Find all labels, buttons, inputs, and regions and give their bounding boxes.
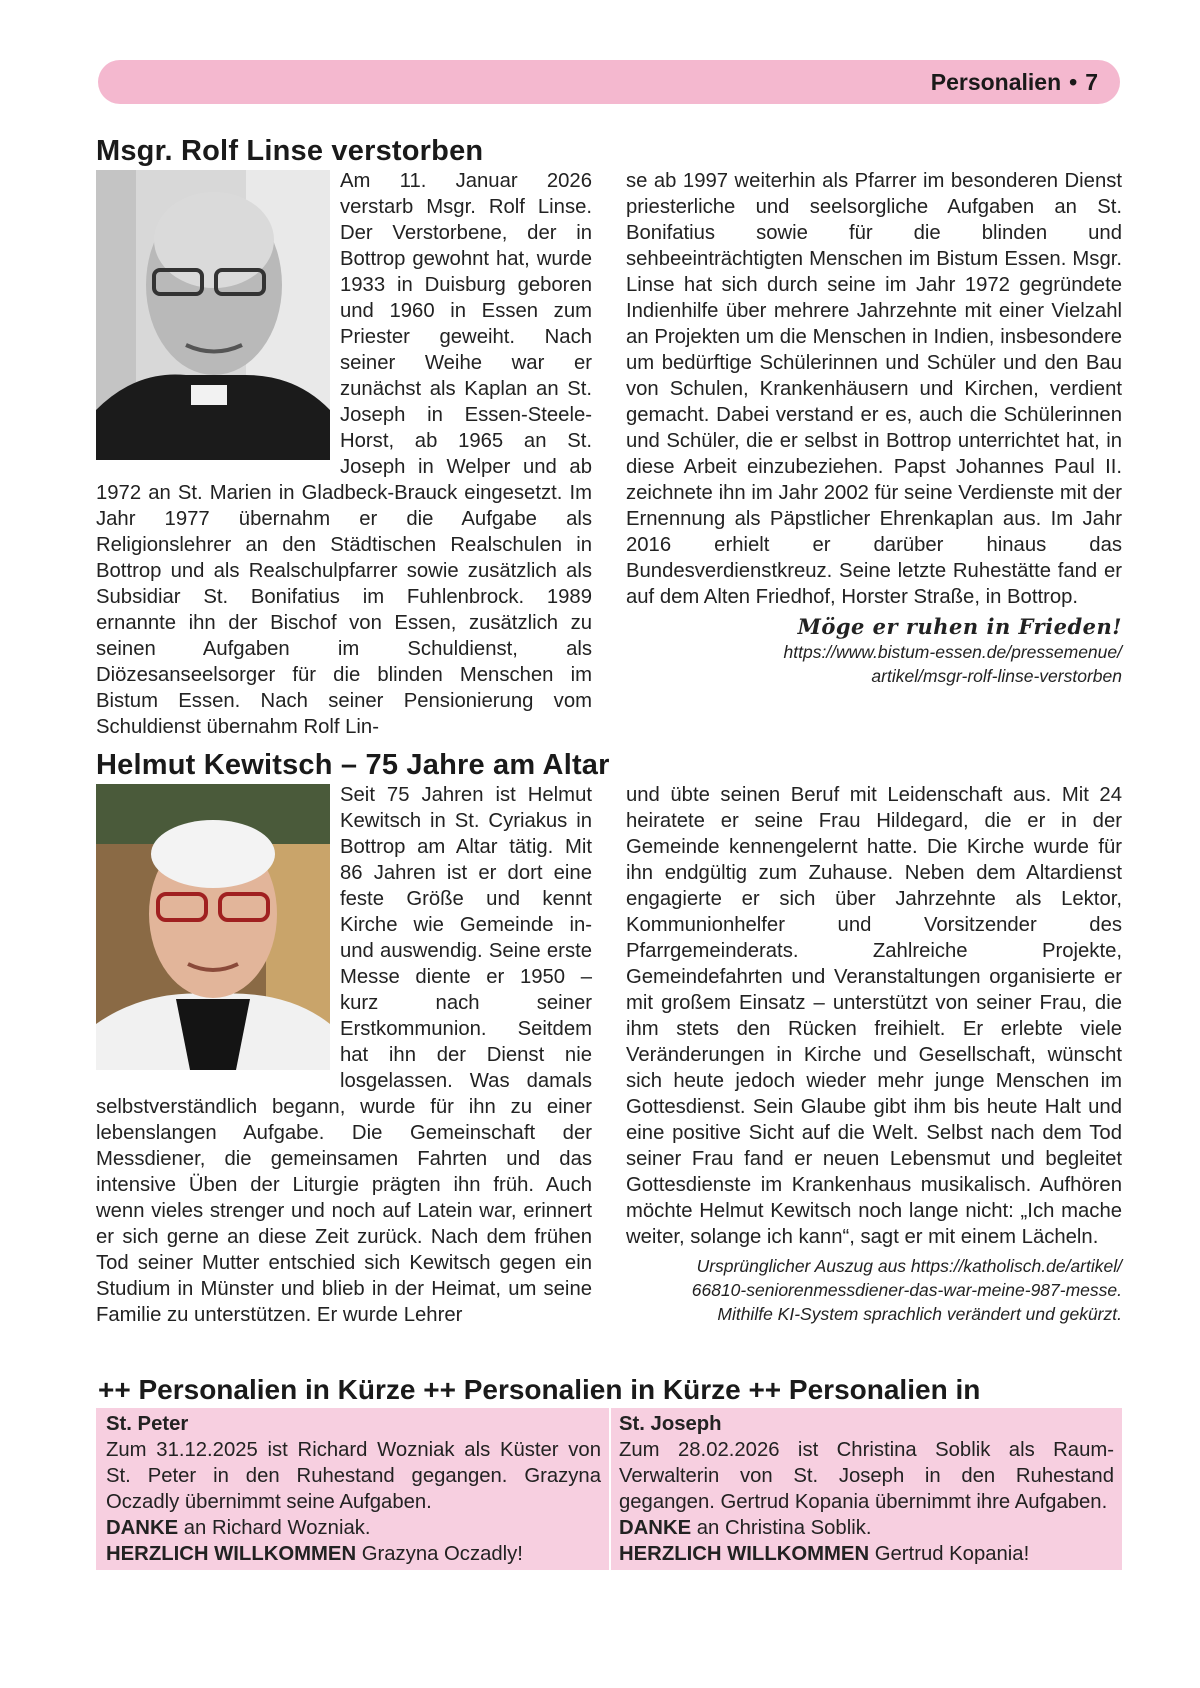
blessing-text: Möge er ruhen in Frieden! bbox=[797, 614, 1122, 639]
bullet-separator: • bbox=[1069, 68, 1078, 95]
kurz-section-title: ++ Personalien in Kürze ++ Personalien in Kürze ++ Personalien in bbox=[98, 1374, 981, 1405]
article-text: se ab 1997 weiterhin als Pfarrer im besonderen Dienst priesterliche und seelsorgliche Aufgaben an St. Bonifatius sowie für die blinden und sehbeeinträchtigten Menschen im Bistum Essen. Msgr. Linse hat sich durch seine im Jahr 1972 gegründete Indienhilfe über mehrere Jahrzehnte mit einer Vielzahl an Projekten um die Menschen in Indien, insbesondere um bedürftige Schülerinnen und Schüler und den Bau von Schulen, Krankenhäusern und Kirchen, verdient gemacht. Dabei verstand er es, auch die Schülerinnen und Schüler, die er selbst in Bottrop unterrichtet hat, in diese Arbeit einzubeziehen. Papst Johannes Paul II. zeichnete ihn im Jahr 2002 für seine Verdienste mit der Ernennung als Päpstlicher Ehrenkaplan aus. Im Jahr 2016 erhielt er darüber hinaus das Bundesverdienstkreuz. Seine letzte Ruhestätte fand er auf dem Alten Friedhof, Horster Straße, in Bottrop. bbox=[626, 170, 1122, 608]
article-column-left bbox=[96, 782, 592, 1328]
welcome-word: HERZLICH WILLKOMMEN bbox=[106, 1543, 357, 1565]
welcome-line bbox=[106, 1541, 601, 1567]
portrait-photo-icon bbox=[96, 784, 330, 1070]
article-helmut-kewitsch bbox=[96, 748, 1122, 1328]
welcome-line bbox=[619, 1541, 1114, 1567]
thanks-line bbox=[106, 1515, 601, 1541]
thanks-rest: an Richard Wozniak. bbox=[178, 1517, 371, 1539]
welcome-word: HERZLICH WILLKOMMEN bbox=[619, 1543, 870, 1565]
source-link-line[interactable]: artikel/msgr-rolf-linse-verstorben bbox=[871, 666, 1122, 686]
article-column-right bbox=[626, 168, 1122, 740]
section-label: Personalien bbox=[930, 68, 1062, 95]
source-note-line: Mithilfe KI-System sprachlich verändert und gekürzt. bbox=[717, 1304, 1122, 1324]
article-text: und übte seinen Beruf mit Leidenschaft aus. Mit 24 heiratete er seine Frau Hildegard, die er in der Gemeinde kennengelernt hatte. Die Kirche wurde für ihn endgültig zum Zuhause. Neben dem Altardienst engagierte er sich über Jahrzehnte als Lektor, Kommunionhelfer und Vorsitzender des Pfarrgemeinderats. Zahlreiche Projekte, Gemeindefahrten und Veranstaltungen organisierte er mit großem Einsatz – unterstützt von seiner Frau, die ihm stets den Rücken freihielt. Er erlebte viele Veränderungen in Kirche und Gesellschaft, wünscht sich heute jedoch wieder mehr junge Menschen im Gottesdienst. Sein Glaube gibt ihm bis heute Halt und eine positive Sicht auf die Welt. Selbst nach dem Tod seiner Frau fand er neuen Lebensmut und begleitet Gottesdienste im Krankenhaus musikalisch. Aufhören möchte Helmut Kewitsch noch lange nicht: „Ich mache weiter, solange ich kann“, sagt er mit einem Lächeln. bbox=[626, 784, 1122, 1248]
source-note-line[interactable]: Ursprünglicher Auszug aus https://katholisch.de/artikel/ bbox=[696, 1256, 1122, 1276]
kurz-text: Zum 28.02.2026 ist Christina Soblik als Raum-Verwalterin von St. Joseph in den Ruhestand gegangen. Gertrud Kopania übernimmt ihre Aufgaben. bbox=[619, 1439, 1114, 1513]
kurz-box bbox=[96, 1408, 1122, 1570]
kurz-column-st-joseph bbox=[609, 1408, 1122, 1570]
article-headline: Msgr. Rolf Linse verstorben bbox=[96, 135, 484, 167]
portrait-photo-icon bbox=[96, 170, 330, 460]
article-text: Am 11. Januar 2026 verstarb Msgr. Rolf Linse. Der Verstorbene, der in Bottrop gewohnt hat, wurde 1933 in Duisburg geboren und 1960 in Essen zum Priester geweiht. Nach seiner Weihe war er zunächst als Kaplan an St. Joseph in Essen-Steele-Horst, ab 1965 an St. Joseph in Welper und ab 1972 an St. Marien in Gladbeck-Brauck eingesetzt. Im Jahr 1977 übernahm er die Aufgabe als Religionslehrer an den Städtischen Realschulen in Bottrop und als Realschulpfarrer sowie zusätzlich als Subsidiar St. Bonifatius im Fuhlenbrock. 1989 ernannte ihn der Bischof von Essen, zusätzlich zu seinen Aufgaben im Schuldienst, als Diözesanseelsorger für die blinden Menschen im Bistum Essen. Nach seiner Pensionierung vom Schuldienst übernahm Rolf Lin- bbox=[96, 170, 592, 738]
parish-name: St. Joseph bbox=[619, 1413, 722, 1435]
thanks-word: DANKE bbox=[619, 1517, 692, 1539]
article-text: Seit 75 Jahren ist Helmut Kewitsch in St. Cyriakus in Bottrop am Altar tätig. Mit 86 Jahren ist er dort eine feste Größe und kennt Kirche wie Gemeinde in- und auswendig. Seine erste Messe diente er 1950 – kurz nach seiner Erstkommunion. Seitdem hat ihn der Dienst nie losgelassen. Was damals selbstverständlich begann, wurde für ihn zu einer lebenslangen Aufgabe. Die Gemeinschaft der Messdiener, die gemeinsamen Fahrten und das intensive Üben der Liturgie prägten ihn früh. Auch wenn vieles strenger und noch auf Latein war, erinnert er sich gerne an diese Zeit zurück. Nach dem frühen Tod seiner Mutter entschied sich Kewitsch gegen ein Studium in Münster und blieb in der Heimat, um seine Familie zu unterstützen. Er wurde Lehrer bbox=[96, 784, 592, 1326]
kurz-column-st-peter bbox=[96, 1408, 609, 1570]
thanks-line bbox=[619, 1515, 1114, 1541]
article-column-right bbox=[626, 782, 1122, 1328]
article-column-left bbox=[96, 168, 592, 740]
article-headline: Helmut Kewitsch – 75 Jahre am Altar bbox=[96, 749, 610, 781]
welcome-rest: Gertrud Kopania! bbox=[869, 1543, 1030, 1565]
source-note-line[interactable]: 66810-seniorenmessdiener-das-war-meine-987-messe. bbox=[691, 1280, 1122, 1300]
welcome-rest: Grazyna Oczadly! bbox=[356, 1543, 523, 1565]
thanks-word: DANKE bbox=[106, 1517, 179, 1539]
article-rolf-linse bbox=[96, 134, 1122, 740]
source-link-line[interactable]: https://www.bistum-essen.de/pressemenue/ bbox=[783, 642, 1122, 662]
thanks-rest: an Christina Soblik. bbox=[691, 1517, 872, 1539]
parish-name: St. Peter bbox=[106, 1413, 189, 1435]
kurz-text: Zum 31.12.2025 ist Richard Wozniak als Küster von St. Peter in den Ruhestand gegangen. Grazyna Oczadly übernimmt seine Aufgaben. bbox=[106, 1439, 601, 1513]
page-header bbox=[98, 60, 1120, 104]
page-number: 7 bbox=[1085, 68, 1098, 95]
